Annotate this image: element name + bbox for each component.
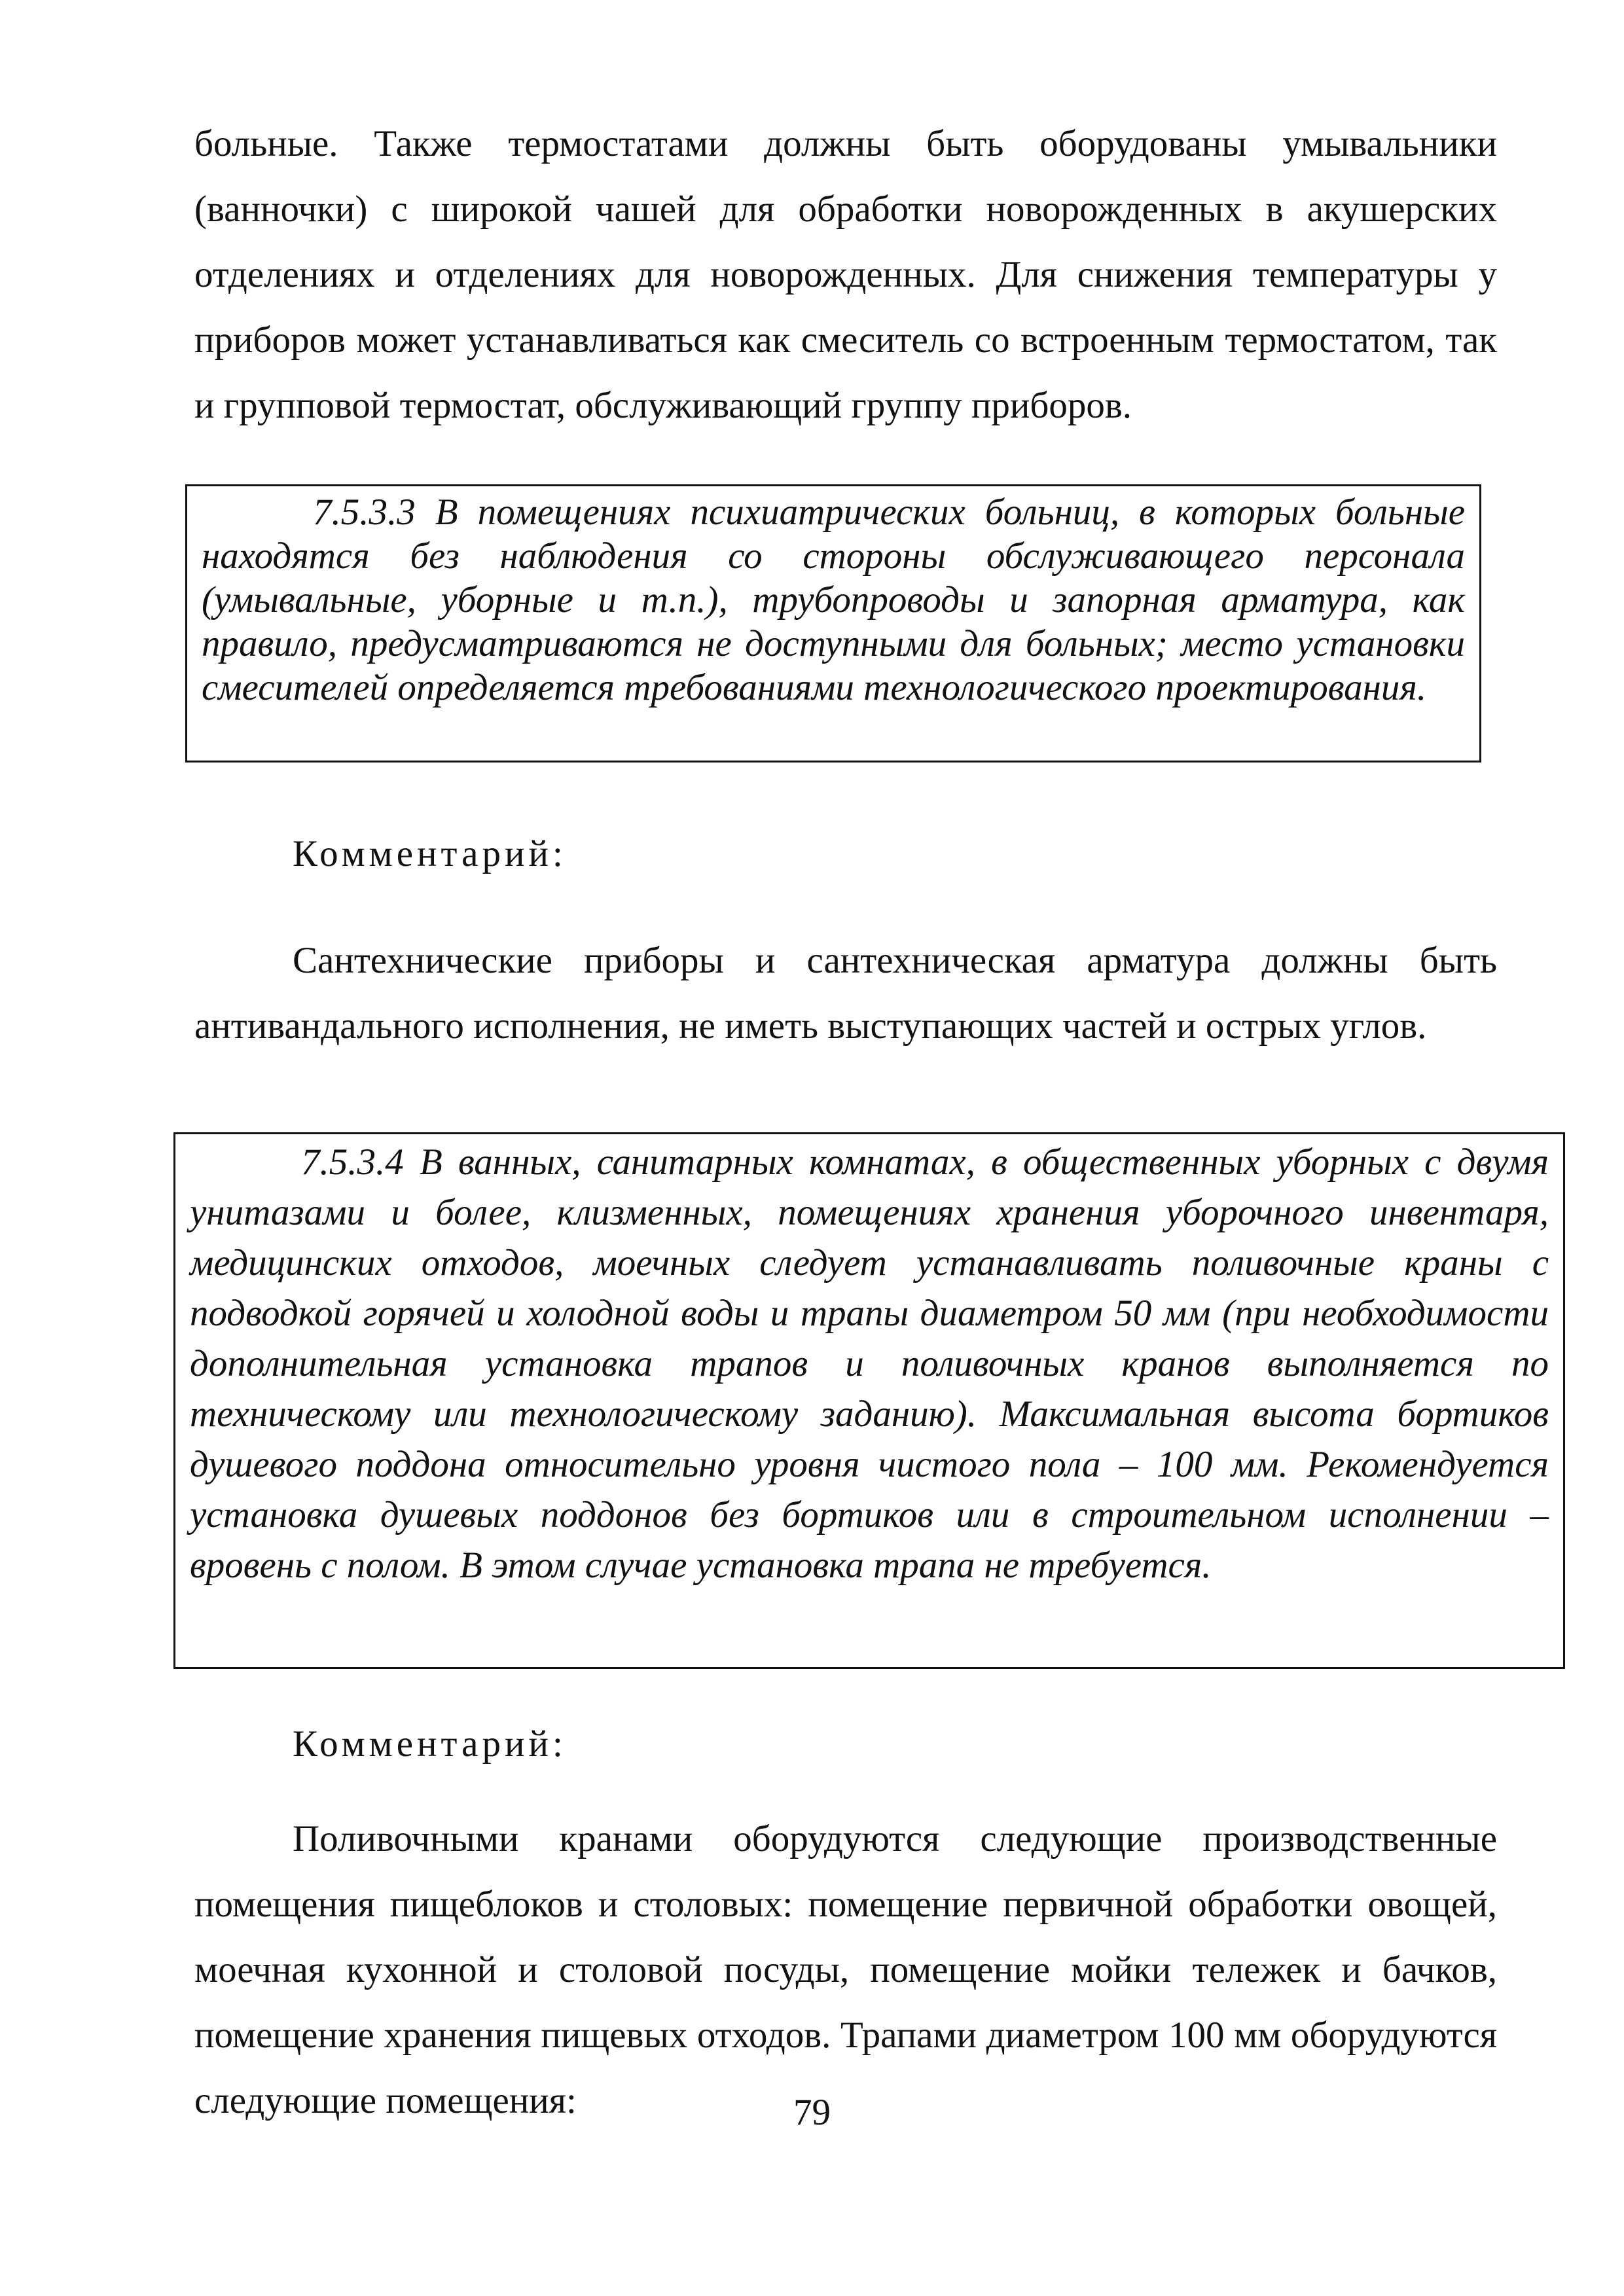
page-number: 79 <box>793 2092 831 2133</box>
comment-label: Комментарий: <box>293 1723 567 1765</box>
comment-paragraph: Поливочными кранами оборудуются следующие производственные помещения пищеблоков и столовых: помещение первичной обработки овощей, моечная кухонной и столовой посуды, помещение мойки тележек и бачков, помещение хранения пищевых отходов. Трапами диаметром 100 мм оборудуются следующие помещения: <box>194 1818 1497 2121</box>
comment-label: Комментарий: <box>293 833 567 874</box>
norm-box-7-5-3-4 <box>173 1132 1565 1669</box>
norm-text-7-5-3-3: 7.5.3.3 В помещениях психиатрических больниц, в которых больные находятся без наблюдения со стороны обслуживающего персонала (умывальные, уборные и т.п.), трубопроводы и запорная арматура, как правило, предусматриваются не доступными для больных; место установки смесителей определяется требованиями технологического проектирования. <box>202 492 1465 708</box>
norm-text-7-5-3-4: 7.5.3.4 В ванных, санитарных комнатах, в общественных уборных с двумя унитазами и более, клизменных, помещениях хранения уборочного инвентаря, медицинских отходов, моечных следует устанавливать поливочные краны с подводкой горячей и холодной воды и трапы диаметром 50 мм (при необходимости дополнительная установка трапов и поливочных кранов выполняется по техническому или технологическому заданию). Максимальная высота бортиков душевого поддона относительно уровня чистого пола – 100 мм. Рекомендуется установка душевых поддонов без бортиков или в строительном исполнении – вровень с полом. В этом случае установка трапа не требуется. <box>190 1141 1549 1586</box>
norm-box-7-5-3-3 <box>185 484 1481 762</box>
comment-paragraph: Сантехнические приборы и сантехническая арматура должны быть антивандального исполнения, не иметь выступающих частей и острых углов. <box>194 940 1497 1047</box>
paragraph-continuation: больные. Также термостатами должны быть оборудованы умывальники (ванночки) с широкой чашей для обработки новорожденных в акушерских отделениях и отделениях для новорожденных. Для снижения температуры у приборов может устанавливаться как смеситель со встроенным термостатом, так и групповой термостат, обслуживающий группу приборов. <box>194 123 1497 426</box>
